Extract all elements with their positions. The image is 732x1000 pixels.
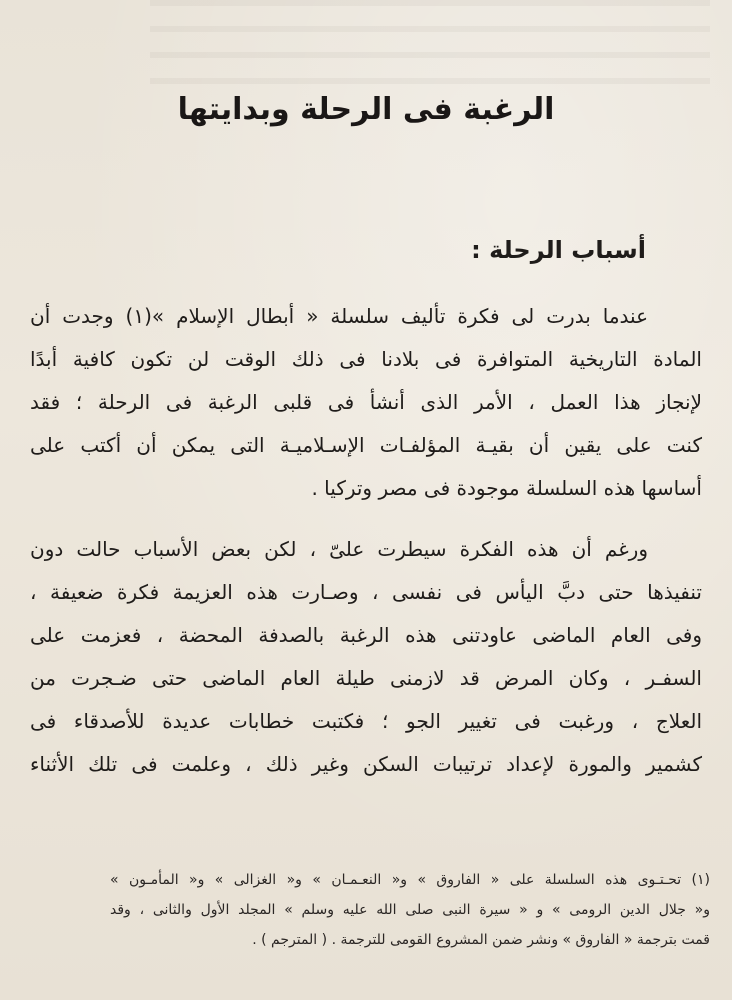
paragraph-2-line: ورغم أن هذه الفكرة سيطرت علىّ ، لكن بعض الأسباب حالت دون bbox=[30, 537, 648, 561]
footnote-line: و« جلال الدين الرومى » و « سيرة النبى صلى الله عليه وسلم » المجلد الأول والثانى ، وقد bbox=[110, 902, 710, 918]
paragraph-1-line: لإنجاز هذا العمل ، الأمر الذى أنشأ فى قلبى الرغبة فى الرحلة ؛ فقد bbox=[30, 390, 702, 414]
chapter-title: الرغبة فى الرحلة وبدايتها bbox=[177, 92, 555, 127]
page-show-through bbox=[150, 0, 710, 90]
paragraph-2-line: تنفيذها حتى دبَّ اليأس فى نفسى ، وصـارت هذه العزيمة فكرة ضعيفة ، bbox=[30, 580, 702, 604]
paragraph-1-line: عندما بدرت لى فكرة تأليف سلسلة « أبطال الإسلام »(١) وجدت أن bbox=[30, 304, 648, 328]
footnote-line: قمت بترجمة « الفاروق » ونشر ضمن المشروع القومى للترجمة . ( المترجم ) . bbox=[252, 932, 710, 948]
paragraph-2-line: وفى العام الماضى عاودتنى هذه الرغبة بالصدفة المحضة ، فعزمت على bbox=[30, 623, 702, 647]
footnote-line: (١) تحـتـوى هذه السلسلة على « الفاروق » و« النعـمـان » و« الغزالى » و« المأمـون » bbox=[110, 872, 710, 888]
paragraph-1-line: أساسها هذه السلسلة موجودة فى مصر وتركيا . bbox=[311, 476, 702, 500]
paragraph-2 bbox=[30, 528, 702, 786]
paragraph-1 bbox=[30, 295, 702, 510]
paragraph-2-line: العلاج ، ورغبت فى تغيير الجو ؛ فكتبت خطابات عديدة للأصدقاء فى bbox=[30, 709, 702, 733]
paragraph-1-line: كنت على يقين أن بقيـة المؤلفـات الإسـلاميـة التى يمكن أن أكتب على bbox=[30, 433, 702, 457]
footnote bbox=[110, 865, 710, 955]
section-heading: أسباب الرحلة : bbox=[471, 236, 646, 264]
paragraph-2-line: كشمير والمورة لإعداد ترتيبات السكن وغير ذلك ، وعلمت فى تلك الأثناء bbox=[30, 752, 702, 776]
paragraph-1-line: المادة التاريخية المتوافرة فى بلادنا فى ذلك الوقت لن تكون كافية أبدًا bbox=[30, 347, 702, 371]
paragraph-2-line: السفـر ، وكان المرض قد لازمنى طيلة العام الماضى حتى ضـجرت من bbox=[30, 666, 702, 690]
